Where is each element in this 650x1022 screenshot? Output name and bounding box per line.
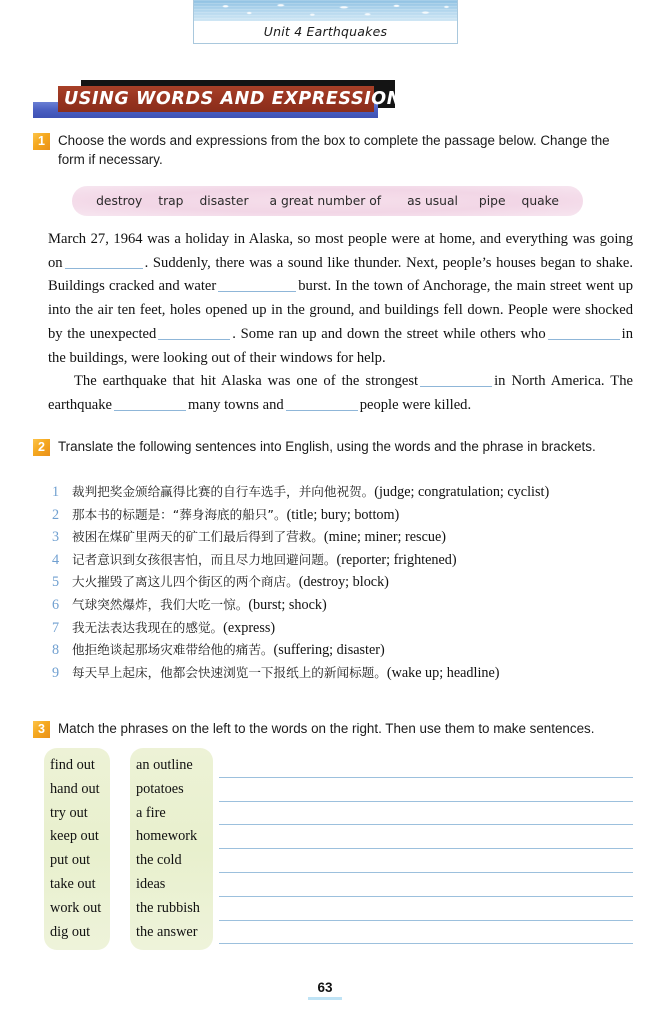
exercise-2-number: 2 [33,439,50,456]
fill-blank-6[interactable] [114,410,186,411]
matching-right-item[interactable]: homework [136,828,198,845]
translation-row [52,639,632,662]
section-title: USING WORDS AND EXPRESSIONS [64,89,416,109]
exercise-3-number: 3 [33,721,50,738]
page-number: 63 [308,980,341,1000]
word-bank-item[interactable]: a great number of [269,194,382,208]
writing-line[interactable] [219,778,633,802]
passage-text: in North America. The earthquake [48,373,633,413]
passage-text: . Some ran up and down the street while others who [232,325,546,342]
matching-left-item[interactable]: keep out [50,828,99,845]
matching-left-item[interactable]: put out [50,852,91,869]
passage-paragraph-2 [48,370,633,417]
translation-hint: (judge; congratulation; cyclist) [374,484,550,500]
exercise-2-instruction: Translate the following sentences into English, using the words and the phrase in brackets. [58,439,596,454]
writing-line[interactable] [219,754,633,778]
section-banner [33,80,416,120]
translation-hint: (burst; shock) [248,596,327,613]
page-footer [0,979,650,1000]
translation-chinese: 气球突然爆炸，我们大吃一惊。 [72,596,249,612]
translation-chinese: 他拒绝谈起那场灾难带给他的痛苦。 [72,642,274,658]
translation-number: 7 [52,619,60,636]
matching-left-item[interactable]: try out [50,804,88,821]
translation-number: 3 [52,529,60,546]
translation-chinese: 裁判把奖金颁给赢得比赛的自行车选手，并向他祝贺。 [72,484,375,499]
translation-number: 1 [52,484,60,500]
passage-text: people were killed. [359,396,472,413]
translation-row [52,594,632,617]
word-bank-box [72,186,583,216]
exercise-1-instruction: Choose the words and expressions from the box to complete the passage below. Change the form if necessary. [58,133,610,167]
translation-number: 2 [52,506,60,523]
matching-right-item[interactable]: the answer [136,923,198,940]
answer-writing-lines [219,754,633,944]
matching-left-column [44,748,110,950]
passage-text: in the buildings, were looking out of their windows for help. [48,325,633,366]
fill-blank-7[interactable] [286,410,358,411]
water-texture-band [194,0,457,21]
matching-left-item[interactable]: find out [50,757,95,773]
writing-line[interactable] [219,921,633,945]
writing-line[interactable] [219,897,633,921]
exercise-2-header [33,437,633,456]
passage-text: . Suddenly, there was a sound like thunder. Next, people’s houses began to shake. Buildings cracked and water [48,254,633,295]
exercise-3-instruction: Match the phrases on the left to the words on the right. Then use them to make sentences. [58,721,595,736]
translation-hint: (express) [223,619,276,636]
matching-left-item[interactable]: dig out [50,923,91,940]
exercise-3 [33,719,633,738]
matching-right-item[interactable]: the cold [136,852,182,869]
translation-chinese: 那本书的标题是：“葬身海底的船只”。 [72,506,287,522]
unit-title: Unit 4 Earthquakes [263,24,388,39]
passage-paragraph-1 [48,228,633,370]
translation-number: 4 [52,551,60,568]
translation-row [52,504,632,527]
matching-right-item[interactable]: the rubbish [136,899,200,916]
translation-row [52,662,632,685]
matching-left-item[interactable]: hand out [50,780,100,797]
matching-right-item[interactable]: an outline [136,757,193,773]
exercise-1-passage [48,228,633,418]
translation-hint: (suffering; disaster) [273,642,385,659]
matching-exercise [44,748,634,938]
matching-left-item[interactable]: take out [50,875,96,892]
passage-text: March 27, 1964 was a holiday in Alaska, so most people were at home, and everything was going on [48,231,633,271]
word-bank-list [88,194,567,208]
exercise-1-header [33,131,633,169]
writing-line[interactable] [219,802,633,826]
translation-row [52,549,632,572]
exercise-2 [33,437,633,456]
exercise-1-number: 1 [33,133,50,150]
exercise-1 [33,131,633,169]
fill-blank-2[interactable] [218,291,296,292]
translation-hint: (mine; miner; rescue) [323,529,446,546]
translation-number: 6 [52,596,60,613]
matching-right-item[interactable]: ideas [136,875,166,892]
translation-row [52,481,632,504]
translation-hint: (reporter; frightened) [336,551,457,568]
translation-hint: (destroy; block) [298,574,389,591]
translation-chinese: 每天早上起床，他都会快速浏览一下报纸上的新闻标题。 [72,664,387,680]
writing-line[interactable] [219,873,633,897]
translation-number: 8 [52,642,60,659]
translation-hint: (wake up; headline) [386,664,500,681]
passage-text: The earthquake that hit Alaska was one of the strongest [74,373,419,390]
translation-hint: (title; bury; bottom) [286,506,400,523]
writing-line[interactable] [219,825,633,849]
translation-row [52,571,632,594]
word-bank-item[interactable]: pipe [478,194,506,208]
translation-number: 5 [52,574,60,591]
translation-chinese: 我无法表达我现在的感觉。 [72,619,224,635]
translation-row [52,617,632,640]
unit-header-tab [193,0,458,44]
translation-chinese: 记者意识到女孩很害怕，而且尽力地回避问题。 [72,551,337,567]
translation-sentence-list [52,481,632,684]
word-bank-item[interactable]: quake [521,194,559,208]
fill-blank-1[interactable] [65,268,143,269]
translation-number: 9 [52,664,60,681]
matching-right-item[interactable]: potatoes [136,780,184,797]
word-bank-item[interactable]: destroy [96,194,143,208]
word-bank-item[interactable]: disaster [199,194,249,208]
translation-chinese: 被困在煤矿里两天的矿工们最后得到了营救。 [72,529,324,545]
fill-blank-3[interactable] [158,339,230,340]
translation-chinese: 大火摧毁了离这儿四个街区的两个商店。 [72,574,299,590]
translation-row [52,526,632,549]
passage-text: many towns and [188,396,284,413]
fill-blank-4[interactable] [548,339,620,340]
matching-left-item[interactable]: work out [50,899,102,916]
word-bank-item[interactable]: trap [158,194,184,208]
matching-right-item[interactable]: a fire [136,804,166,821]
exercise-3-header [33,719,633,738]
passage-text: burst. In the town of Anchorage, the main street went up into the air ten feet, holes opened up in the ground, and buildings fell down. People were shocked by the unexpected [48,278,633,342]
fill-blank-5[interactable] [420,386,492,387]
matching-right-column [130,748,213,950]
word-bank-item[interactable]: as usual [407,194,458,208]
writing-line[interactable] [219,849,633,873]
